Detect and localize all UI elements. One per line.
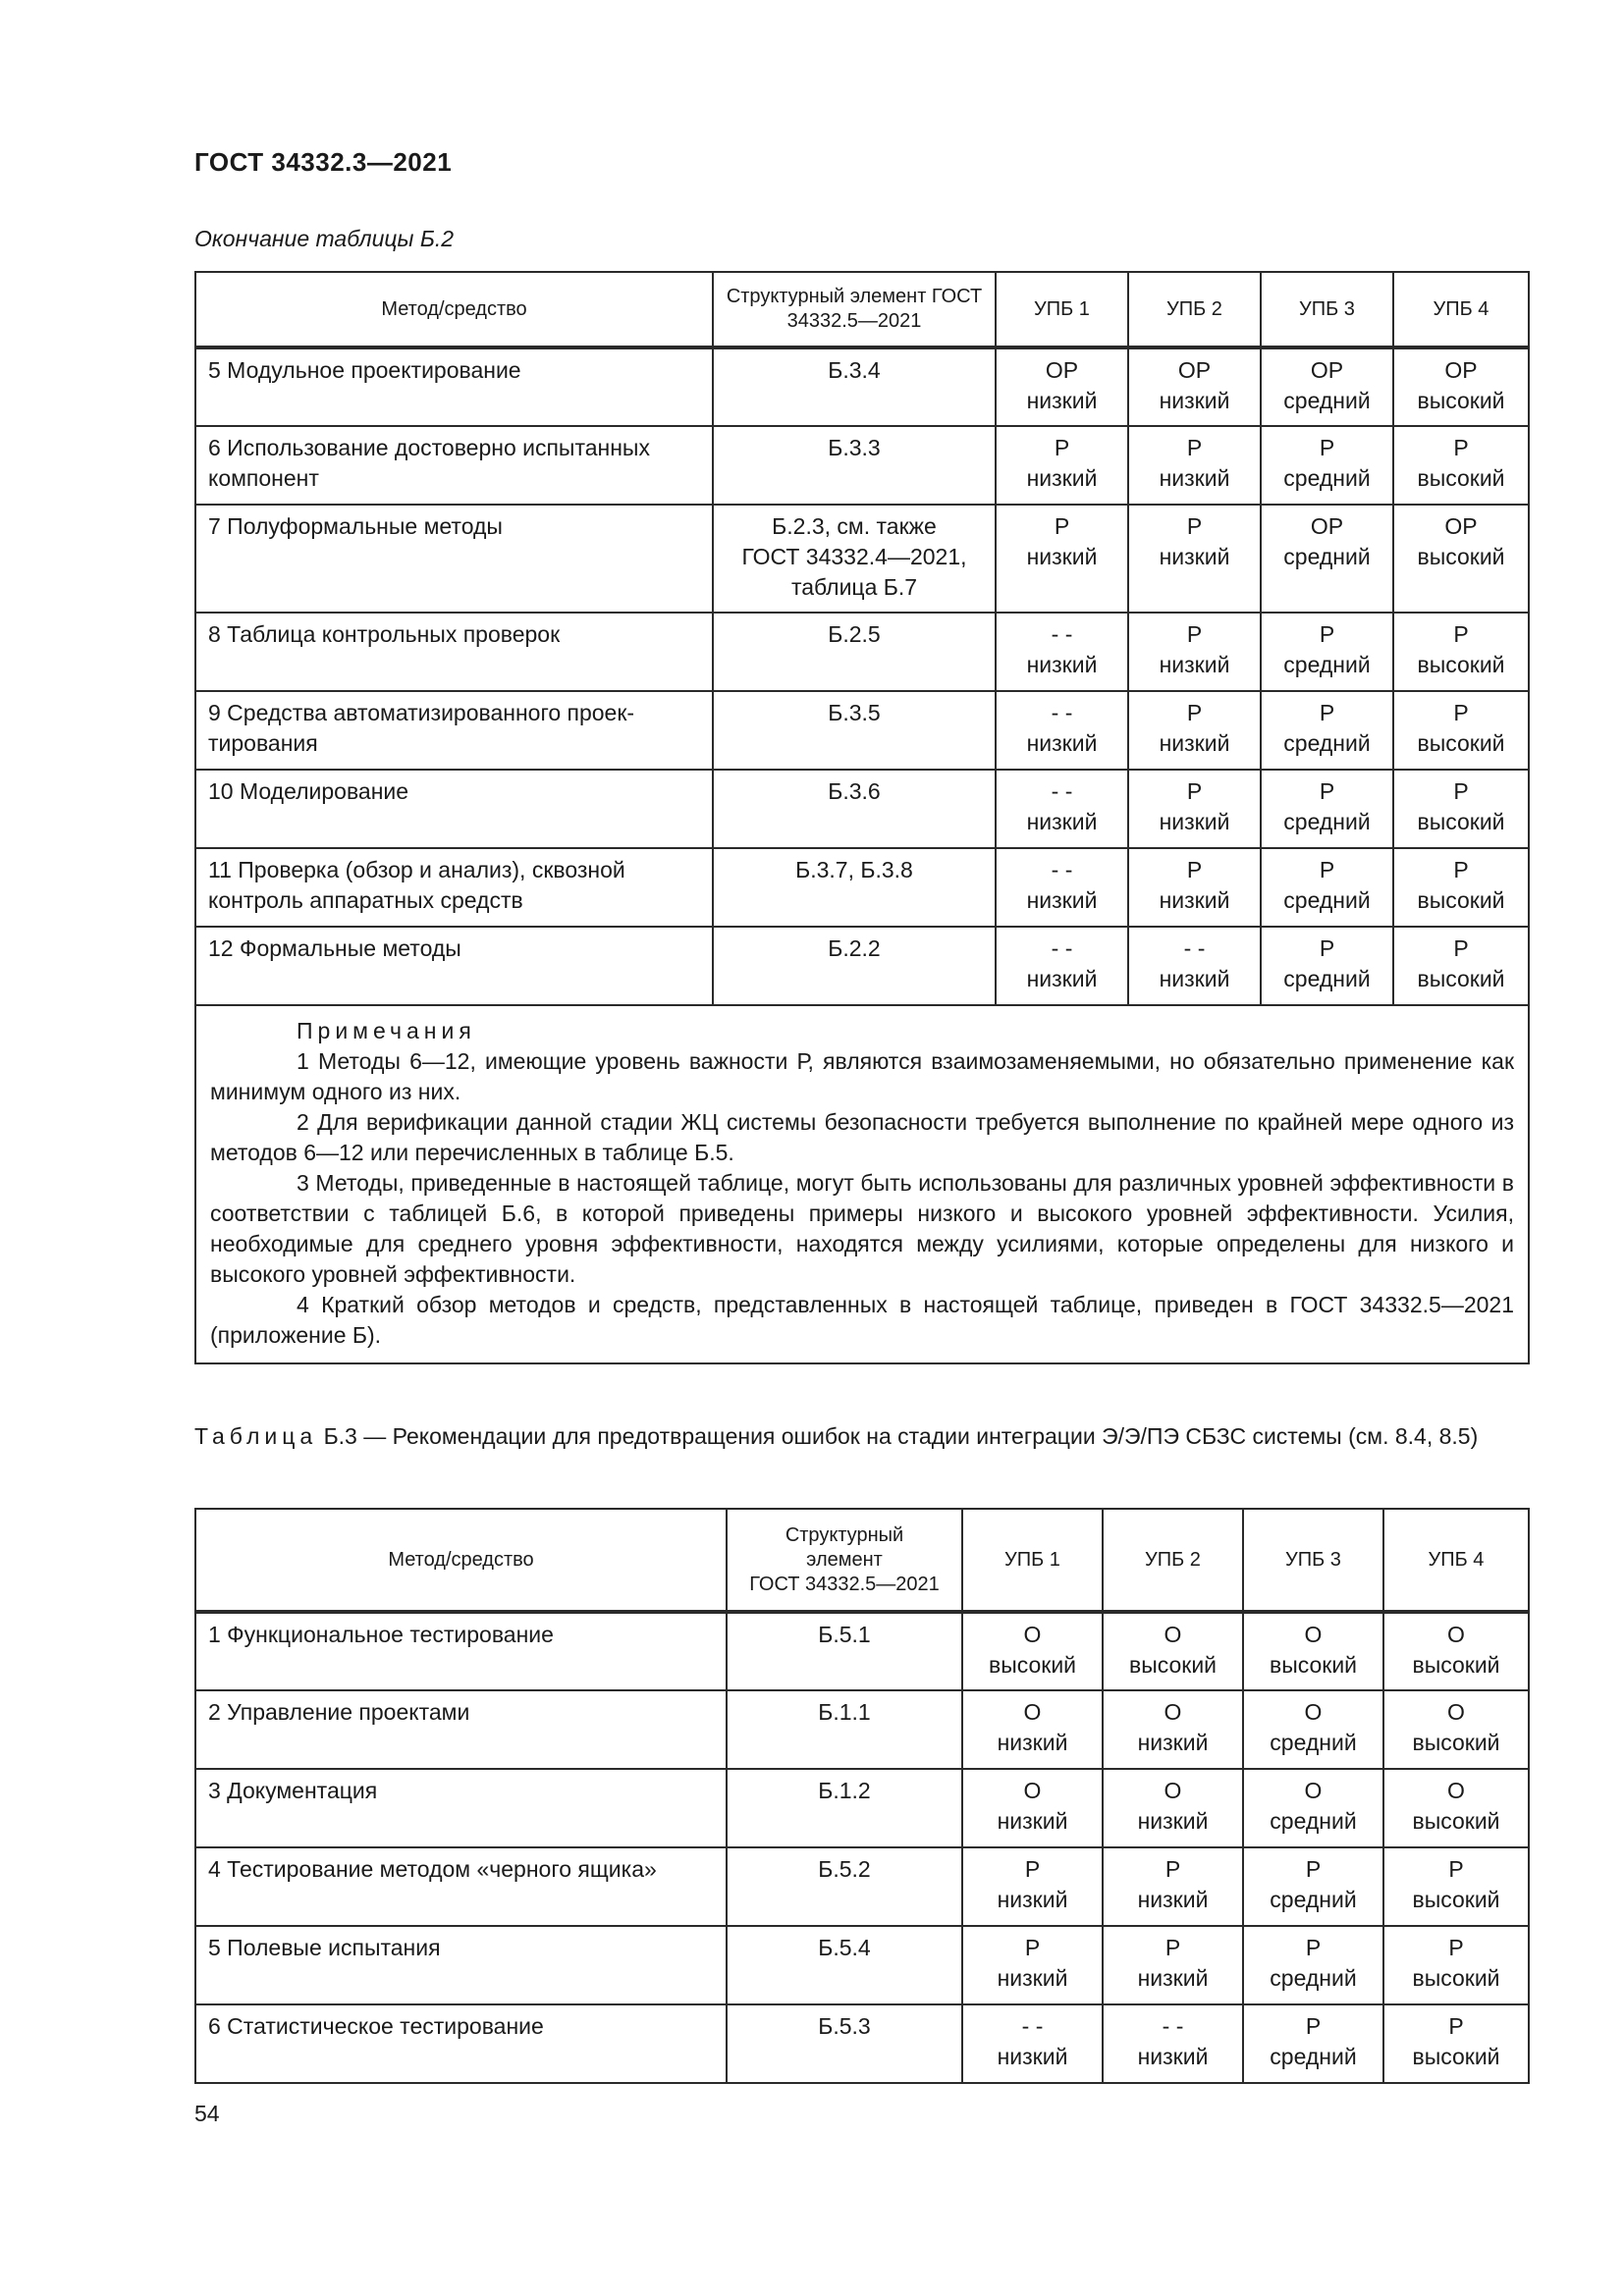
method-cell [195, 848, 713, 927]
importance-level: О [1164, 1778, 1182, 1803]
upb-cell [1103, 1847, 1243, 1926]
structural-element-text: Б.3.4 [828, 357, 881, 383]
importance-level: - - [1051, 935, 1073, 961]
column-header: Метод/средство [195, 1509, 727, 1612]
upb-cell [1261, 691, 1393, 770]
structural-element-text: ГОСТ 34332.4—2021, [741, 544, 967, 569]
importance-level: О [1447, 1622, 1465, 1647]
method-cell [195, 426, 713, 505]
table-row [195, 426, 1529, 505]
effectiveness-level: высокий [1417, 966, 1505, 991]
structural-element-text: Б.3.5 [828, 700, 881, 725]
upb-cell [1243, 1847, 1383, 1926]
method-text: 6 Статистическое тестирование [208, 2013, 544, 2039]
effectiveness-level: высокий [1412, 1965, 1500, 1991]
upb-cell [1261, 927, 1393, 1005]
upb-cell [996, 505, 1128, 613]
effectiveness-level: низкий [1159, 652, 1230, 677]
importance-level: Р [1448, 1935, 1464, 1960]
method-text: 8 Таблица контрольных проверок [208, 621, 561, 647]
method-text: тирования [208, 730, 318, 756]
upb-cell [1103, 1926, 1243, 2004]
structural-element-cell [713, 770, 996, 848]
structural-element-text: таблица Б.7 [790, 574, 918, 600]
method-text: 10 Моделирование [208, 778, 409, 804]
upb-cell [1261, 426, 1393, 505]
upb-cell [1393, 848, 1529, 927]
importance-level: О [1164, 1622, 1182, 1647]
upb-cell [1103, 1690, 1243, 1769]
upb-cell [1383, 1612, 1529, 1690]
method-cell [195, 2004, 727, 2083]
table-b3-caption-label: Таблица [194, 1423, 318, 1449]
note-paragraph: 1 Методы 6—12, имеющие уровень важности Р, являются взаимозаменяемыми, но обязательно применение как минимум одного из них. [210, 1048, 1514, 1104]
table-b2-continuation-caption: Окончание таблицы Б.2 [194, 226, 455, 251]
table-row [195, 1847, 1529, 1926]
effectiveness-level: низкий [1159, 544, 1230, 569]
page-number: 54 [194, 2101, 220, 2126]
note-paragraph: 4 Краткий обзор методов и средств, представленных в настоящей таблице, приведен в ГОСТ 34332.5—2021 (приложение Б). [210, 1292, 1514, 1348]
table-row [195, 1690, 1529, 1769]
structural-element-text: Б.3.6 [828, 778, 881, 804]
method-cell [195, 613, 713, 691]
effectiveness-level: низкий [1026, 887, 1098, 913]
upb-cell [962, 1690, 1103, 1769]
column-header: УПБ 1 [996, 272, 1128, 347]
effectiveness-level: высокий [1417, 388, 1505, 413]
upb-cell [1243, 1690, 1383, 1769]
effectiveness-level: высокий [1417, 652, 1505, 677]
method-cell [195, 1847, 727, 1926]
upb-cell [1393, 927, 1529, 1005]
importance-level: Р [1453, 700, 1469, 725]
effectiveness-level: средний [1283, 465, 1371, 491]
method-cell [195, 1769, 727, 1847]
importance-level: Р [1164, 1856, 1181, 1882]
effectiveness-level: высокий [1417, 544, 1505, 569]
structural-element-cell [727, 1612, 962, 1690]
table-b3-caption [194, 1419, 1528, 1453]
upb-cell [1393, 613, 1529, 691]
importance-level: Р [1305, 1935, 1322, 1960]
upb-cell [962, 1769, 1103, 1847]
upb-cell [1243, 1612, 1383, 1690]
structural-element-cell [713, 347, 996, 426]
importance-level: Р [1453, 435, 1469, 460]
effectiveness-level: высокий [1412, 1887, 1500, 1912]
method-text: 9 Средства автоматизированного проек- [208, 700, 635, 725]
column-header: УПБ 3 [1243, 1509, 1383, 1612]
importance-level: ОР [1444, 513, 1478, 539]
importance-level: Р [1305, 2013, 1322, 2039]
importance-level: Р [1305, 1856, 1322, 1882]
importance-level: Р [1186, 700, 1203, 725]
structural-element-text: Б.1.1 [818, 1699, 871, 1725]
method-cell [195, 347, 713, 426]
importance-level: О [1023, 1622, 1042, 1647]
upb-cell [1393, 426, 1529, 505]
upb-cell [1128, 848, 1261, 927]
upb-cell [1128, 347, 1261, 426]
structural-element-text: Б.5.1 [818, 1622, 871, 1647]
upb-cell [1243, 1926, 1383, 2004]
upb-cell [1393, 770, 1529, 848]
importance-level: Р [1186, 513, 1203, 539]
effectiveness-level: низкий [1137, 1887, 1209, 1912]
importance-level: Р [1319, 435, 1335, 460]
importance-level: Р [1453, 621, 1469, 647]
importance-level: Р [1319, 621, 1335, 647]
structural-element-cell [713, 613, 996, 691]
importance-level: О [1304, 1699, 1323, 1725]
effectiveness-level: высокий [1412, 1808, 1500, 1834]
effectiveness-level: низкий [1159, 388, 1230, 413]
method-text: 3 Документация [208, 1778, 378, 1803]
effectiveness-level: низкий [997, 1965, 1068, 1991]
notes-cell [195, 1005, 1529, 1363]
method-cell [195, 1612, 727, 1690]
effectiveness-level: высокий [1417, 809, 1505, 834]
effectiveness-level: низкий [1159, 887, 1230, 913]
method-cell [195, 770, 713, 848]
upb-cell [996, 927, 1128, 1005]
effectiveness-level: низкий [1026, 388, 1098, 413]
effectiveness-level: средний [1270, 1730, 1357, 1755]
importance-level: ОР [1177, 357, 1212, 383]
column-header: УПБ 2 [1128, 272, 1261, 347]
effectiveness-level: низкий [1137, 1808, 1209, 1834]
table-b3-header [195, 1509, 1529, 1612]
table-row [195, 2004, 1529, 2083]
upb-cell [1243, 1769, 1383, 1847]
effectiveness-level: низкий [1159, 809, 1230, 834]
importance-level: Р [1024, 1935, 1041, 1960]
table-row [195, 1612, 1529, 1690]
effectiveness-level: низкий [997, 2044, 1068, 2069]
importance-level: О [1304, 1622, 1323, 1647]
upb-cell [1128, 770, 1261, 848]
importance-level: - - [1162, 2013, 1184, 2039]
method-text: 11 Проверка (обзор и анализ), сквозной [208, 857, 625, 882]
effectiveness-level: низкий [1026, 809, 1098, 834]
importance-level: Р [1054, 435, 1070, 460]
importance-level: Р [1448, 2013, 1464, 2039]
importance-level: О [1164, 1699, 1182, 1725]
column-header: УПБ 2 [1103, 1509, 1243, 1612]
structural-element-text: Б.5.2 [818, 1856, 871, 1882]
effectiveness-level: высокий [1417, 730, 1505, 756]
effectiveness-level: высокий [988, 1652, 1077, 1678]
table-row [195, 770, 1529, 848]
effectiveness-level: низкий [1137, 1965, 1209, 1991]
upb-cell [962, 1612, 1103, 1690]
structural-element-text: Б.3.7, Б.3.8 [795, 857, 913, 882]
method-text: 12 Формальные методы [208, 935, 461, 961]
table-b3 [194, 1508, 1530, 2084]
upb-cell [1243, 2004, 1383, 2083]
effectiveness-level: высокий [1269, 1652, 1358, 1678]
method-text: 5 Модульное проектирование [208, 357, 521, 383]
effectiveness-level: средний [1283, 652, 1371, 677]
structural-element-cell [727, 1690, 962, 1769]
importance-level: О [1023, 1699, 1042, 1725]
effectiveness-level: средний [1283, 809, 1371, 834]
effectiveness-level: низкий [1026, 544, 1098, 569]
effectiveness-level: низкий [997, 1730, 1068, 1755]
column-header-line: Структурный [785, 1523, 904, 1546]
column-header [727, 1509, 962, 1612]
structural-element-cell [713, 691, 996, 770]
effectiveness-level: низкий [1026, 465, 1098, 491]
upb-cell [1261, 848, 1393, 927]
structural-element-text: Б.2.2 [828, 935, 881, 961]
upb-cell [962, 1926, 1103, 2004]
upb-cell [1393, 505, 1529, 613]
upb-cell [1261, 770, 1393, 848]
structural-element-cell [713, 426, 996, 505]
column-header-line: элемент [806, 1548, 883, 1571]
method-text: 1 Функциональное тестирование [208, 1622, 554, 1647]
structural-element-text: Б.2.5 [828, 621, 881, 647]
method-cell [195, 1926, 727, 2004]
column-header: УПБ 4 [1393, 272, 1529, 347]
structural-element-cell [713, 848, 996, 927]
importance-level: - - [1183, 935, 1206, 961]
effectiveness-level: средний [1283, 544, 1371, 569]
importance-level: Р [1164, 1935, 1181, 1960]
upb-cell [1103, 1769, 1243, 1847]
upb-cell [1393, 691, 1529, 770]
upb-cell [1261, 347, 1393, 426]
table-b3-caption-text: Б.3 — Рекомендации для предотвращения ошибок на стадии интеграции Э/Э/ПЭ СБЗС системы (см. 8.4, 8.5) [323, 1423, 1479, 1449]
column-header: УПБ 1 [962, 1509, 1103, 1612]
structural-element-text: Б.3.3 [828, 435, 881, 460]
effectiveness-level: низкий [1137, 2044, 1209, 2069]
structural-element-cell [727, 2004, 962, 2083]
column-header: УПБ 4 [1383, 1509, 1529, 1612]
importance-level: Р [1024, 1856, 1041, 1882]
importance-level: Р [1453, 778, 1469, 804]
upb-cell [1128, 505, 1261, 613]
method-text: 5 Полевые испытания [208, 1935, 441, 1960]
importance-level: - - [1021, 2013, 1044, 2039]
effectiveness-level: низкий [1026, 730, 1098, 756]
upb-cell [1383, 1847, 1529, 1926]
structural-element-text: Б.2.3, см. также [772, 513, 937, 539]
table-row [195, 1926, 1529, 2004]
structural-element-text: Б.5.3 [818, 2013, 871, 2039]
upb-cell [996, 426, 1128, 505]
upb-cell [1383, 1769, 1529, 1847]
table-row [195, 691, 1529, 770]
effectiveness-level: средний [1270, 1965, 1357, 1991]
importance-level: Р [1319, 700, 1335, 725]
effectiveness-level: средний [1270, 1887, 1357, 1912]
method-text: компонент [208, 465, 319, 491]
method-text: 6 Использование достоверно испытанных [208, 435, 650, 460]
effectiveness-level: высокий [1417, 465, 1505, 491]
notes-row [195, 1005, 1529, 1363]
importance-level: ОР [1310, 513, 1344, 539]
table-b2 [194, 271, 1530, 1364]
structural-element-text: Б.1.2 [818, 1778, 871, 1803]
importance-level: Р [1054, 513, 1070, 539]
effectiveness-level: средний [1270, 2044, 1357, 2069]
upb-cell [1103, 1612, 1243, 1690]
structural-element-cell [727, 1926, 962, 2004]
upb-cell [1128, 691, 1261, 770]
notes-title: Примечания [297, 1018, 476, 1043]
effectiveness-level: высокий [1412, 1652, 1500, 1678]
effectiveness-level: низкий [1137, 1730, 1209, 1755]
effectiveness-level: низкий [997, 1808, 1068, 1834]
effectiveness-level: средний [1270, 1808, 1357, 1834]
effectiveness-level: низкий [1026, 966, 1098, 991]
effectiveness-level: низкий [1159, 465, 1230, 491]
importance-level: Р [1453, 857, 1469, 882]
upb-cell [962, 1847, 1103, 1926]
table-row [195, 848, 1529, 927]
effectiveness-level: средний [1283, 388, 1371, 413]
method-text: 2 Управление проектами [208, 1699, 470, 1725]
importance-level: Р [1319, 778, 1335, 804]
table-row [195, 347, 1529, 426]
effectiveness-level: высокий [1417, 887, 1505, 913]
effectiveness-level: низкий [997, 1887, 1068, 1912]
upb-cell [1383, 1926, 1529, 2004]
importance-level: Р [1186, 435, 1203, 460]
importance-level: Р [1186, 778, 1203, 804]
method-cell [195, 691, 713, 770]
effectiveness-level: средний [1283, 730, 1371, 756]
effectiveness-level: низкий [1026, 652, 1098, 677]
importance-level: - - [1051, 857, 1073, 882]
effectiveness-level: высокий [1128, 1652, 1218, 1678]
upb-cell [1383, 2004, 1529, 2083]
upb-cell [996, 770, 1128, 848]
upb-cell [996, 691, 1128, 770]
importance-level: Р [1186, 857, 1203, 882]
upb-cell [1261, 505, 1393, 613]
structural-element-cell [727, 1769, 962, 1847]
importance-level: О [1447, 1699, 1465, 1725]
importance-level: - - [1051, 621, 1073, 647]
document-header-title: ГОСТ 34332.3—2021 [194, 147, 453, 177]
importance-level: Р [1448, 1856, 1464, 1882]
upb-cell [1261, 613, 1393, 691]
column-header: Метод/средство [195, 272, 713, 347]
table-row [195, 613, 1529, 691]
importance-level: - - [1051, 700, 1073, 725]
column-header: УПБ 3 [1261, 272, 1393, 347]
effectiveness-level: средний [1283, 966, 1371, 991]
importance-level: - - [1051, 778, 1073, 804]
effectiveness-level: высокий [1412, 2044, 1500, 2069]
upb-cell [1128, 927, 1261, 1005]
method-cell [195, 927, 713, 1005]
effectiveness-level: низкий [1159, 730, 1230, 756]
method-text: 4 Тестирование методом «черного ящика» [208, 1856, 657, 1882]
upb-cell [1103, 2004, 1243, 2083]
structural-element-text: Б.5.4 [818, 1935, 871, 1960]
upb-cell [1128, 613, 1261, 691]
upb-cell [996, 848, 1128, 927]
structural-element-cell [713, 505, 996, 613]
effectiveness-level: высокий [1412, 1730, 1500, 1755]
importance-level: Р [1319, 857, 1335, 882]
importance-level: ОР [1444, 357, 1478, 383]
upb-cell [1128, 426, 1261, 505]
structural-element-cell [727, 1847, 962, 1926]
method-cell [195, 505, 713, 613]
upb-cell [1383, 1690, 1529, 1769]
importance-level: Р [1453, 935, 1469, 961]
note-paragraph: 2 Для верификации данной стадии ЖЦ системы безопасности требуется выполнение по крайней мере одного из методов 6—12 или перечисленных в таблице Б.5. [210, 1109, 1514, 1165]
importance-level: ОР [1310, 357, 1344, 383]
method-cell [195, 1690, 727, 1769]
column-header-line: ГОСТ 34332.5—2021 [749, 1573, 940, 1595]
structural-element-cell [713, 927, 996, 1005]
table-b2-body [195, 347, 1529, 1363]
table-row [195, 505, 1529, 613]
importance-level: О [1304, 1778, 1323, 1803]
upb-cell [996, 347, 1128, 426]
table-b3-body [195, 1612, 1529, 2083]
upb-cell [996, 613, 1128, 691]
table-row [195, 927, 1529, 1005]
note-paragraph: 3 Методы, приведенные в настоящей таблице, могут быть использованы для различных уровней эффективности в соответствии с таблицей Б.6, в которой приведены примеры низкого и высокого уровней эффективности. Усилия, необходимые для среднего уровня эффективности, находятся между усилиями, которые определены для низкого и высокого уровней эффективности. [210, 1170, 1514, 1287]
effectiveness-level: средний [1283, 887, 1371, 913]
importance-level: О [1447, 1778, 1465, 1803]
importance-level: ОР [1045, 357, 1079, 383]
column-header: Структурный элемент ГОСТ 34332.5—2021 [713, 272, 996, 347]
method-text: контроль аппаратных средств [208, 887, 523, 913]
effectiveness-level: низкий [1159, 966, 1230, 991]
method-text: 7 Полуформальные методы [208, 513, 503, 539]
importance-level: Р [1186, 621, 1203, 647]
table-row [195, 1769, 1529, 1847]
importance-level: О [1023, 1778, 1042, 1803]
table-b2-header [195, 272, 1529, 347]
upb-cell [1393, 347, 1529, 426]
upb-cell [962, 2004, 1103, 2083]
importance-level: Р [1319, 935, 1335, 961]
